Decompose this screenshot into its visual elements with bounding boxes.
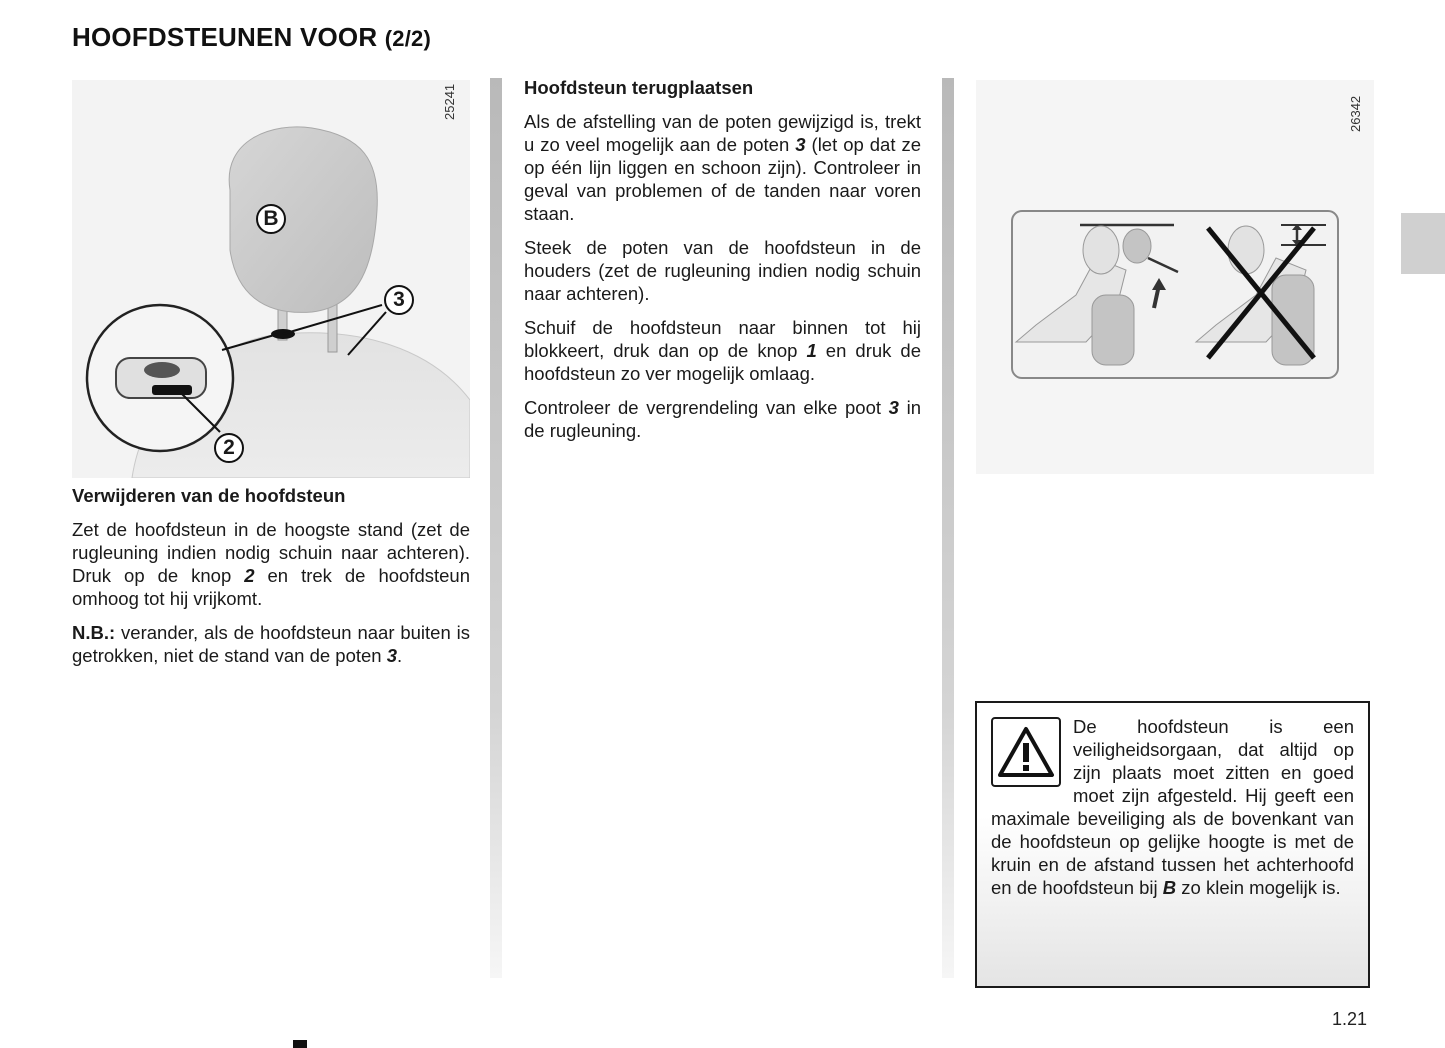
warning-triangle-icon (991, 717, 1061, 787)
note-label: N.B.: (72, 622, 116, 643)
page-number: 1.21 (1332, 1009, 1368, 1029)
figure-code: 26342 (1348, 95, 1363, 132)
section-heading: Hoofdsteun terugplaatsen (524, 77, 754, 98)
callout-b-label: B (263, 207, 279, 230)
callout-2 (214, 433, 244, 463)
reference-number: 2 (244, 565, 255, 586)
reference-number: 3 (795, 134, 806, 155)
callout-b (256, 204, 286, 234)
column-divider (490, 78, 502, 978)
reinstall-section (524, 76, 921, 453)
paragraph: Als de afstelling van de poten gewijzigd is, trekt u zo veel mogelijk aan de poten 3 (let op dat ze op één lijn liggen en schoon zijn). Controleer in geval van problemen of de tanden naar voren staan. (524, 111, 922, 224)
callout-3 (384, 285, 414, 315)
column-divider (942, 78, 954, 978)
page-title-suffix: (2/2) (384, 26, 431, 51)
warning-box (975, 701, 1370, 988)
section-heading: Verwijderen van de hoofdsteun (72, 485, 346, 506)
warning-text: De hoofdsteun is een veiligheidsorgaan, dat altijd op zijn plaats moet zitten en goed moet zijn afgesteld. Hij geeft een maximale beveiliging als de bovenkant van de hoofdsteun op gelijke hoogte is met de kruin en de afstand tussen het achterhoofd en de hoofdsteun bij B zo klein mogelijk is. (991, 716, 1354, 898)
chapter-tab (1401, 213, 1445, 274)
paragraph: Steek de poten van de hoofdsteun in de houders (zet de rugleuning indien nodig schuin naar achteren). (524, 237, 921, 304)
page-title (72, 22, 431, 53)
callout-2-label: 2 (223, 436, 235, 459)
removal-section (72, 484, 470, 678)
figure-code: 25241 (442, 83, 457, 120)
reference-number: 3 (888, 397, 899, 418)
paragraph: Zet de hoofdsteun in de hoogste stand (zet de rugleuning indien nodig schuin naar achteren). Druk op de knop 2 en trek de hoofdsteun omhoog tot hij vrijkomt. (72, 519, 470, 609)
reference-letter: B (1162, 877, 1177, 898)
paragraph: Controleer de vergrendeling van elke poot 3 in de rugleuning. (524, 397, 921, 441)
reference-number: 3 (386, 645, 398, 666)
paragraph: Schuif de hoofdsteun naar binnen tot hij blokkeert, druk dan op de knop 1 en druk de hoofdsteun zo ver mogelijk omlaag. (524, 317, 921, 384)
crop-mark (293, 1040, 307, 1048)
reference-number: 1 (806, 340, 817, 361)
page-title-text: HOOFDSTEUNEN VOOR (72, 22, 378, 52)
note-paragraph: N.B.: verander, als de hoofdsteun naar buiten is getrokken, niet de stand van de poten 3. (72, 622, 470, 666)
headrest-removal-illustration (72, 80, 470, 478)
headrest-position-illustration (976, 80, 1374, 474)
callout-3-label: 3 (393, 288, 405, 311)
